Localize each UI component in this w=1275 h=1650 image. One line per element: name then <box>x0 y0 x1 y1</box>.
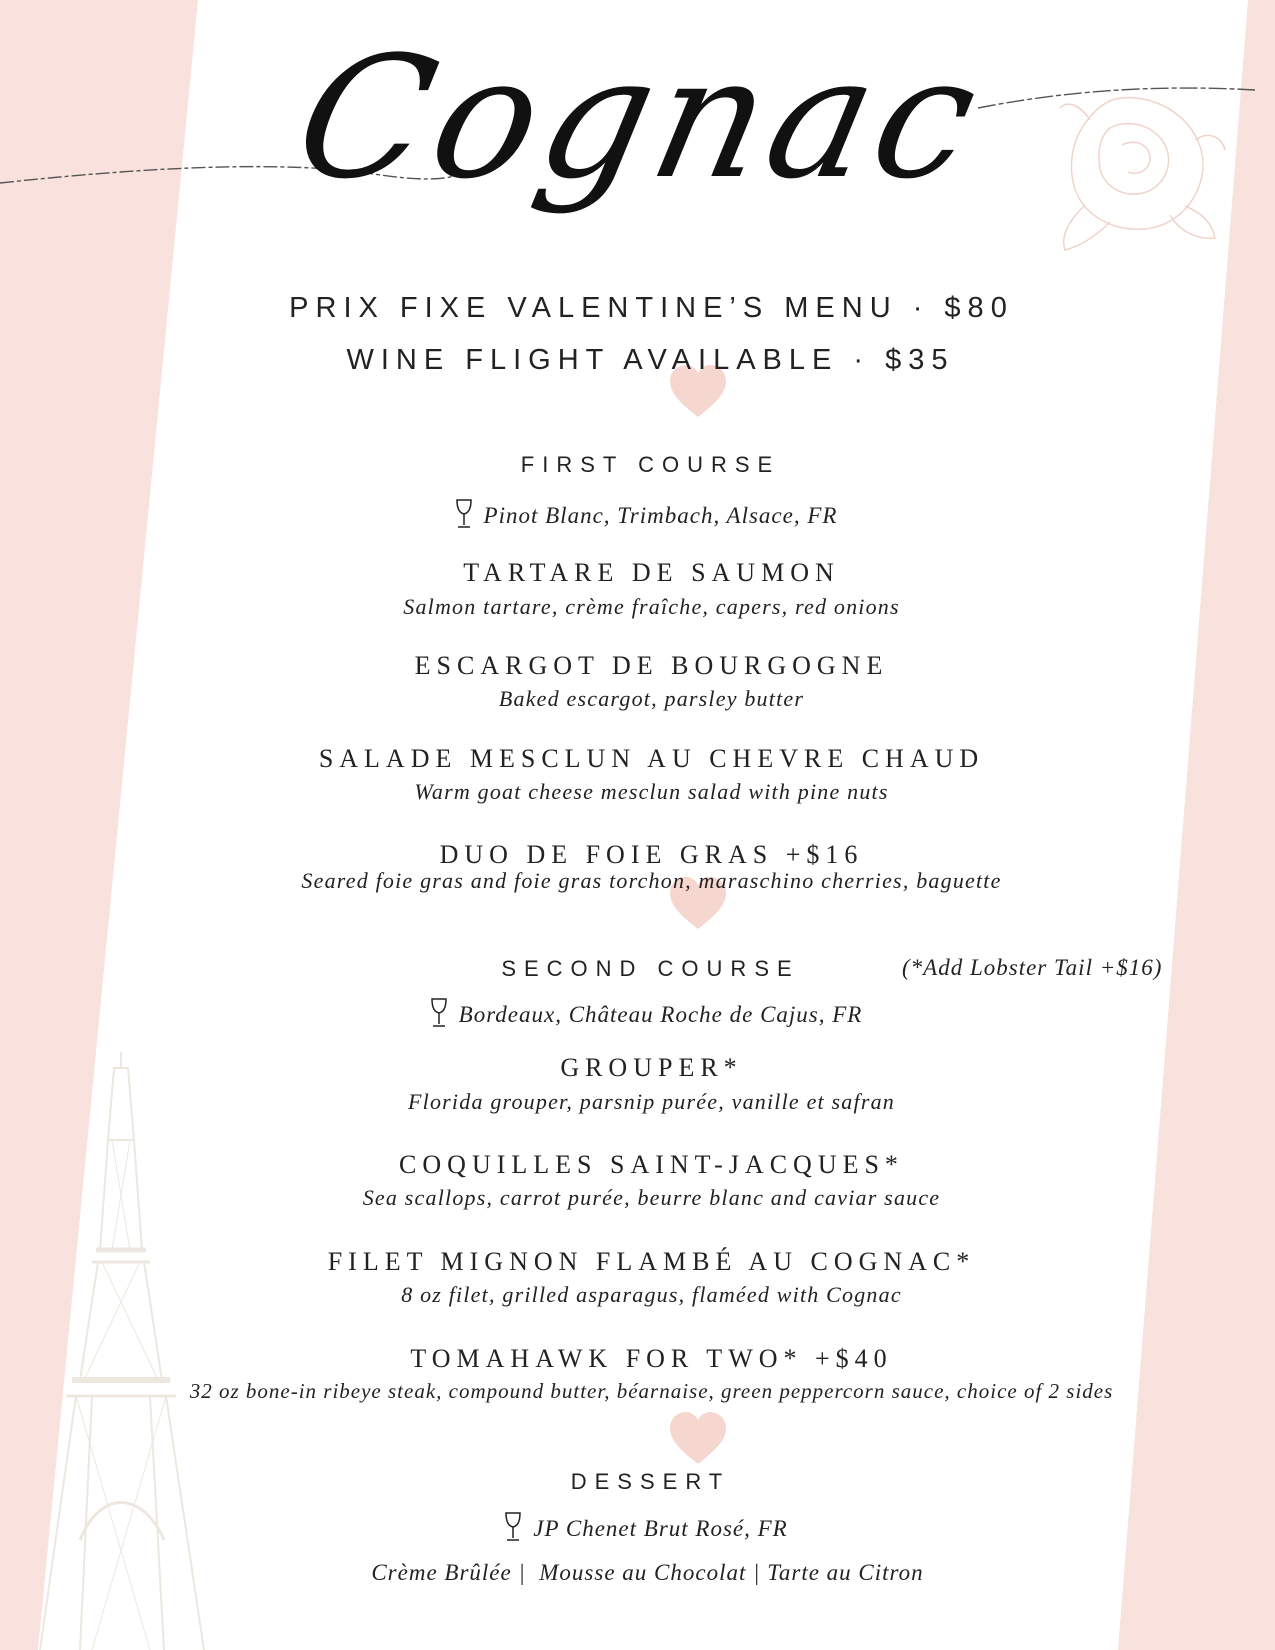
dish-name: ESCARGOT DE BOURGOGNE <box>414 651 889 680</box>
wine-glass-icon <box>503 1512 523 1542</box>
dessert-wine-text: JP Chenet Brut Rosé, FR <box>533 1516 788 1541</box>
dish-name: GROUPER* <box>560 1053 743 1082</box>
dish-name: SALADE MESCLUN AU CHEVRE CHAUD <box>318 744 985 773</box>
first-course-wine-text: Pinot Blanc, Trimbach, Alsace, FR <box>483 503 838 528</box>
restaurant-logo-title: Cognac <box>281 20 999 216</box>
dessert-wine <box>0 1512 1275 1542</box>
dish-name: DUO DE FOIE GRAS +$16 <box>439 840 864 869</box>
dish-name: TARTARE DE SAUMON <box>463 558 840 587</box>
second-course-wine <box>0 998 1275 1028</box>
dish-description: Sea scallops, carrot purée, beurre blanc and caviar sauce <box>362 1185 941 1210</box>
dessert-items: Crème Brûlée | Mousse au Chocolat | Tarte au Citron <box>371 1560 924 1585</box>
dish-description: Salmon tartare, crème fraîche, capers, red onions <box>403 594 900 619</box>
dessert-title: DESSERT <box>570 1469 731 1494</box>
dish-name: COQUILLES SAINT-JACQUES* <box>399 1150 904 1179</box>
wine-glass-icon <box>429 998 449 1028</box>
dish-description: Warm goat cheese mesclun salad with pine nuts <box>414 779 889 804</box>
first-course-title: FIRST COURSE <box>520 452 781 477</box>
dish-description: Seared foie gras and foie gras torchon, maraschino cherries, baguette <box>301 868 1002 893</box>
dish-name: FILET MIGNON FLAMBÉ AU COGNAC* <box>327 1247 976 1276</box>
heart-icon-3 <box>670 1412 726 1464</box>
second-course-title: SECOND COURSE <box>501 956 800 981</box>
prix-fixe-header: PRIX FIXE VALENTINE’S MENU · $80 <box>289 292 1014 324</box>
second-course-wine-text: Bordeaux, Château Roche de Cajus, FR <box>458 1002 863 1027</box>
dish-description: Florida grouper, parsnip purée, vanille et safran <box>408 1089 895 1114</box>
wine-flight-header: WINE FLIGHT AVAILABLE · $35 <box>346 344 955 376</box>
dish-description: Baked escargot, parsley butter <box>498 686 805 711</box>
lobster-tail-note: (*Add Lobster Tail +$16) <box>902 955 1163 980</box>
dish-description: 8 oz filet, grilled asparagus, flaméed with Cognac <box>401 1282 902 1307</box>
dish-name: TOMAHAWK FOR TWO* +$40 <box>410 1344 893 1373</box>
first-course-wine <box>0 499 1275 529</box>
wine-glass-icon <box>454 499 474 529</box>
dish-description: 32 oz bone-in ribeye steak, compound butter, béarnaise, green peppercorn sauce, choice of 2 sides <box>189 1379 1114 1403</box>
